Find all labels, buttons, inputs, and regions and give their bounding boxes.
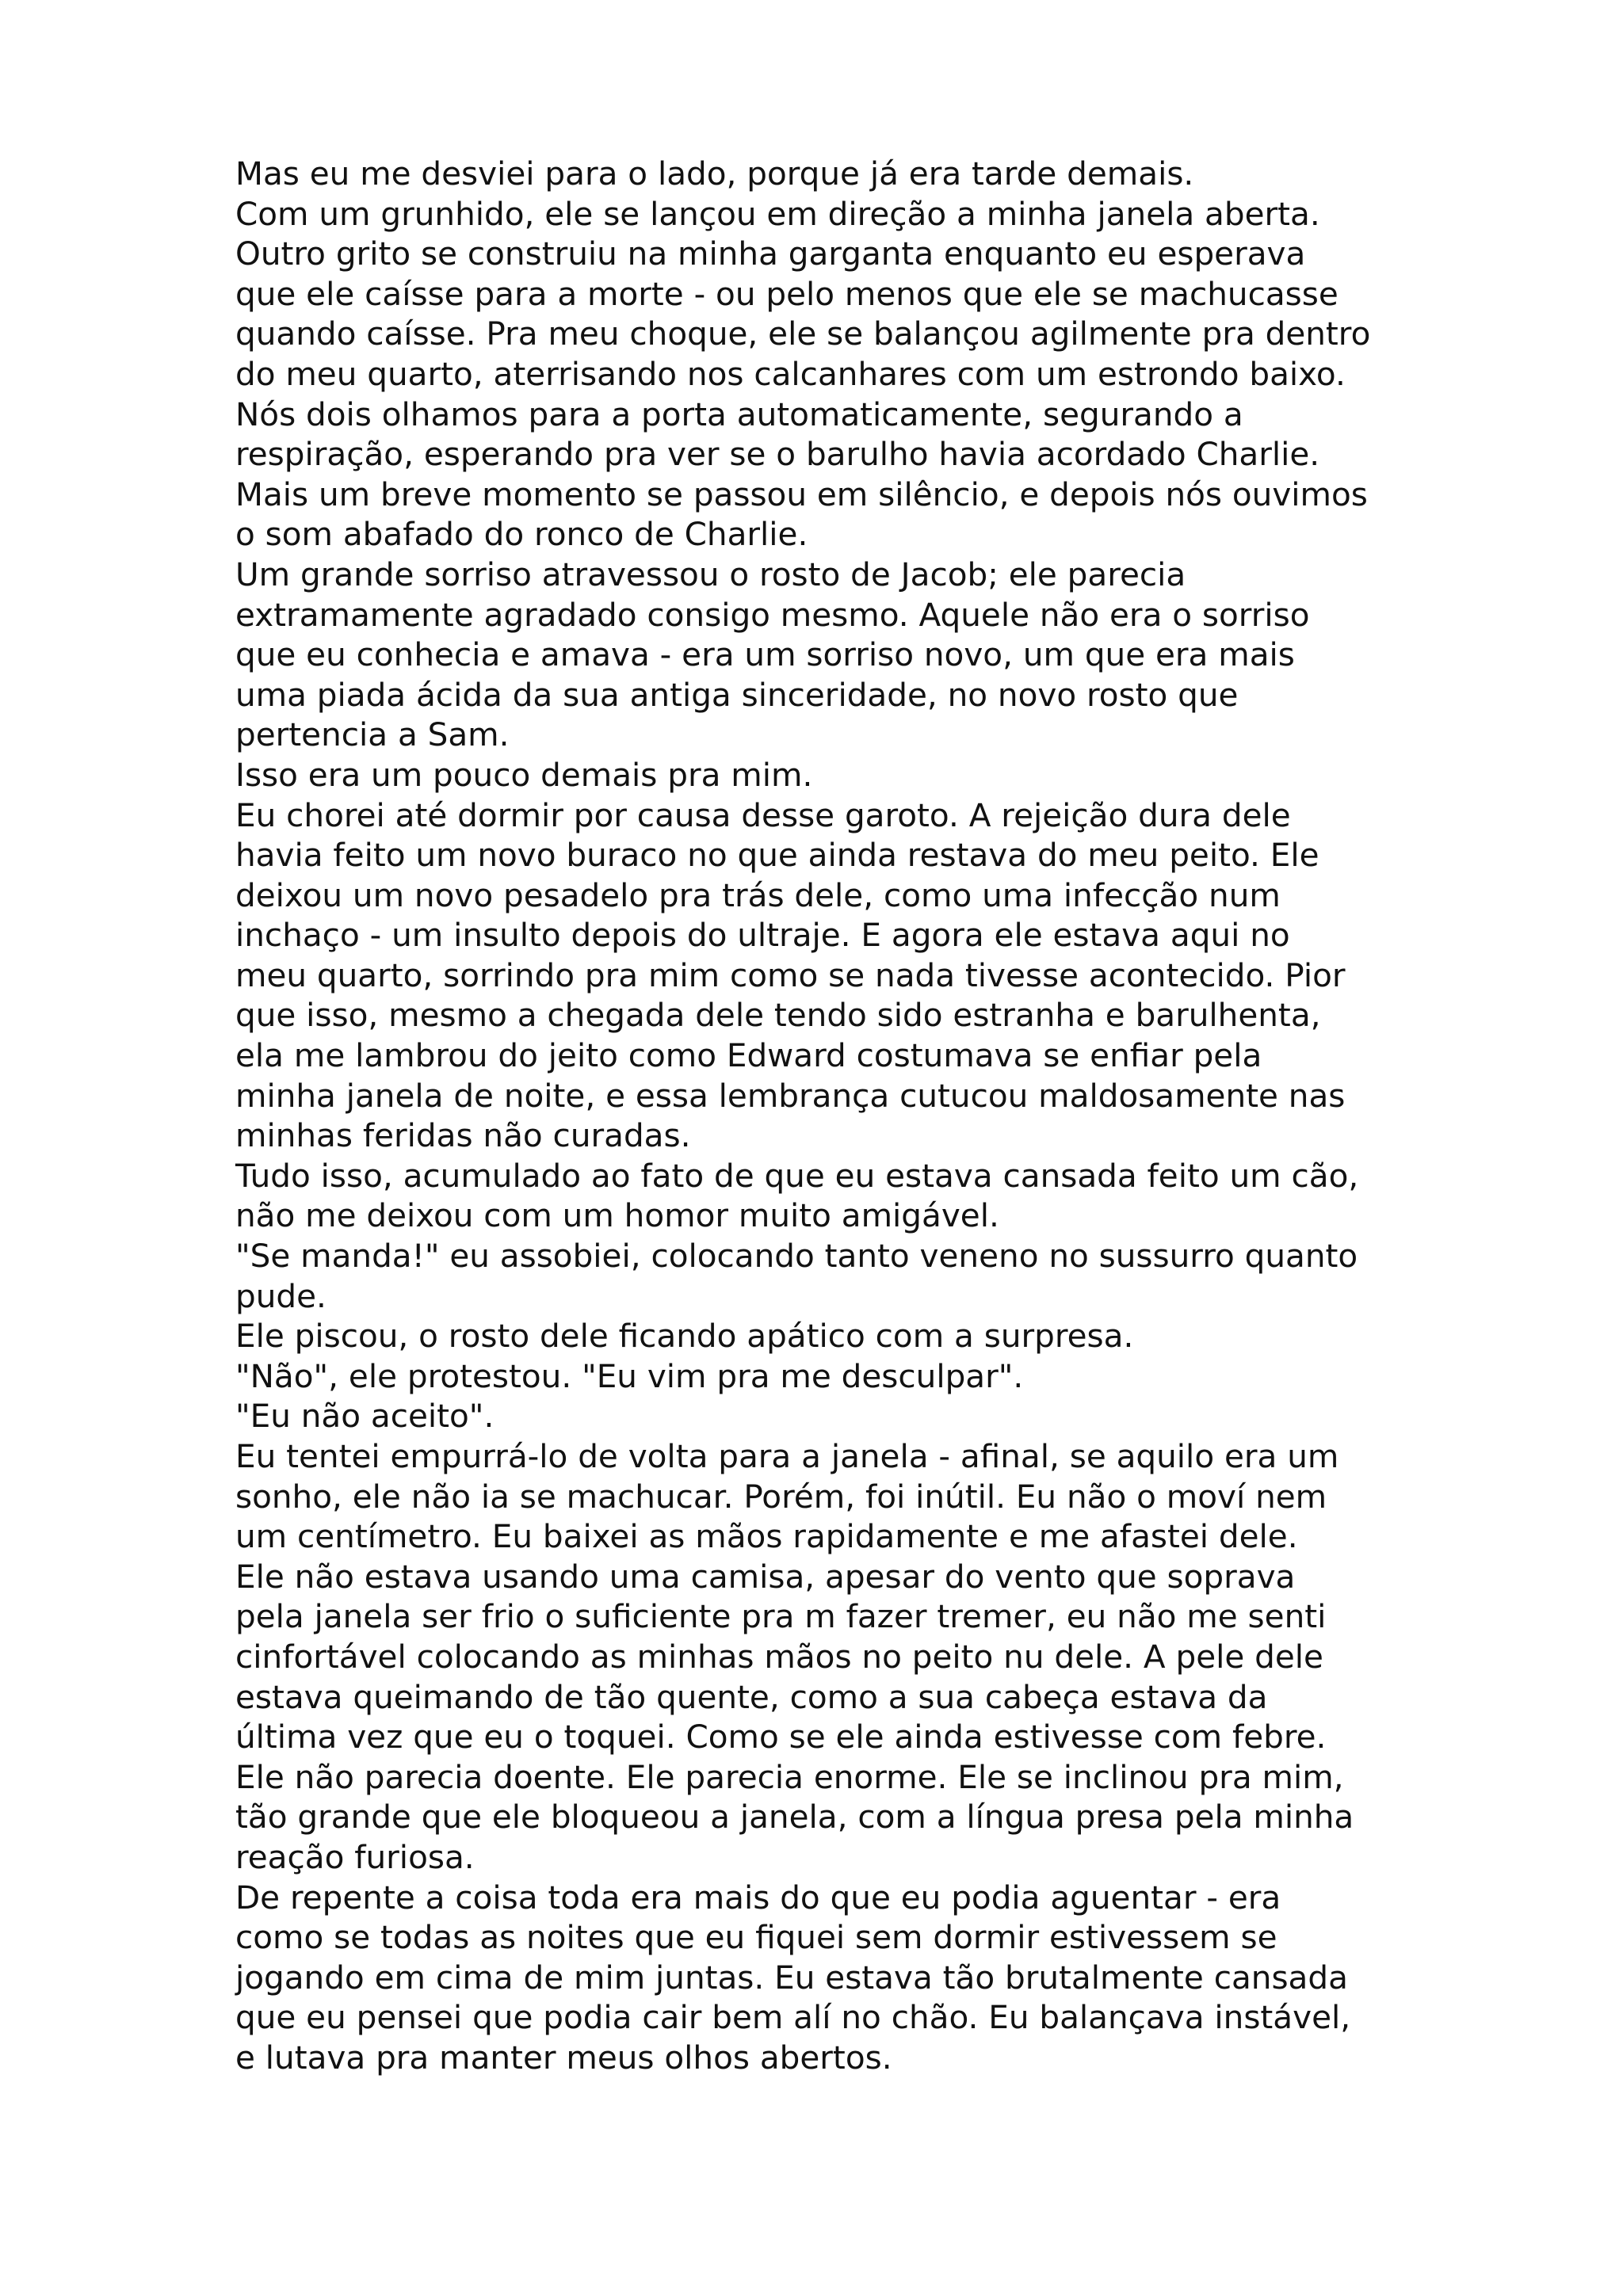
text-line: "Não", ele protestou. "Eu vim pra me desculpar". <box>235 1356 1024 1395</box>
text-line: reação furiosa. <box>235 1837 475 1876</box>
text-line: extramamente agradado consigo mesmo. Aquele não era o sorriso <box>235 595 1310 634</box>
text-line: Outro grito se construiu na minha garganta enquanto eu esperava <box>235 235 1306 273</box>
body-text <box>235 154 1416 2078</box>
text-line: meu quarto, sorrindo pra mim como se nada tivesse acontecido. Pior <box>235 955 1346 994</box>
text-line: ela me lambrou do jeito como Edward costumava se enfiar pela <box>235 1036 1262 1075</box>
text-line: uma piada ácida da sua antiga sinceridade, no novo rosto que <box>235 675 1239 714</box>
text-line: sonho, ele não ia se machucar. Porém, foi inútil. Eu não o moví nem <box>235 1477 1327 1516</box>
text-line: cinfortável colocando as minhas mãos no peito nu dele. A pele dele <box>235 1637 1323 1676</box>
text-line: minha janela de noite, e essa lembrança cutucou maldosamente nas <box>235 1076 1346 1115</box>
text-line: última vez que eu o toquei. Como se ele ainda estivesse com febre. <box>235 1718 1327 1756</box>
text-line: inchaço - um insulto depois do ultraje. E agora ele estava aqui no <box>235 916 1290 955</box>
text-line: estava queimando de tão quente, como a sua cabeça estava da <box>235 1677 1268 1716</box>
text-line: Ele piscou, o rosto dele ficando apático com a surpresa. <box>235 1317 1134 1356</box>
text-line: pela janela ser frio o suficiente pra m fazer tremer, eu não me senti <box>235 1597 1327 1636</box>
text-line: tão grande que ele bloqueou a janela, com a língua presa pela minha <box>235 1798 1354 1836</box>
text-line: quando caísse. Pra meu choque, ele se balançou agilmente pra dentro <box>235 315 1371 353</box>
text-line: havia feito um novo buraco no que ainda restava do meu peito. Ele <box>235 836 1319 875</box>
text-line: que ele caísse para a morte - ou pelo menos que ele se machucasse <box>235 274 1338 313</box>
text-line: respiração, esperando pra ver se o barulho havia acordado Charlie. <box>235 435 1320 474</box>
text-line: pertencia a Sam. <box>235 715 510 754</box>
text-line: pude. <box>235 1276 327 1315</box>
text-line: Ele não estava usando uma camisa, apesar do vento que soprava <box>235 1557 1296 1596</box>
text-line: como se todas as noites que eu fiquei sem dormir estivessem se <box>235 1918 1277 1957</box>
text-line: Mas eu me desviei para o lado, porque já era tarde demais. <box>235 154 1194 193</box>
text-line: "Eu não aceito". <box>235 1397 495 1436</box>
text-line: jogando em cima de mim juntas. Eu estava tão brutalmente cansada <box>235 1958 1348 1997</box>
text-line: Eu tentei empurrá-lo de volta para a janela - afinal, se aquilo era um <box>235 1437 1339 1475</box>
text-line: Eu chorei até dormir por causa desse garoto. A rejeição dura dele <box>235 795 1291 834</box>
text-line: Ele não parecia doente. Ele parecia enorme. Ele se inclinou pra mim, <box>235 1757 1344 1796</box>
text-line: Tudo isso, acumulado ao fato de que eu estava cansada feito um cão, <box>235 1156 1359 1195</box>
text-line: deixou um novo pesadelo pra trás dele, como uma infecção num <box>235 875 1281 914</box>
text-line: o som abafado do ronco de Charlie. <box>235 515 808 554</box>
text-line: que isso, mesmo a chegada dele tendo sido estranha e barulhenta, <box>235 996 1321 1035</box>
text-line: e lutava pra manter meus olhos abertos. <box>235 2038 892 2077</box>
text-line: "Se manda!" eu assobiei, colocando tanto veneno no sussurro quanto <box>235 1237 1358 1276</box>
text-line: Isso era um pouco demais pra mim. <box>235 755 813 794</box>
text-line: Com um grunhido, ele se lançou em direção a minha janela aberta. <box>235 194 1320 233</box>
text-line: De repente a coisa toda era mais do que eu podia aguentar - era <box>235 1878 1281 1917</box>
text-line: não me deixou com um homor muito amigável. <box>235 1196 999 1235</box>
text-line: Nós dois olhamos para a porta automaticamente, segurando a <box>235 395 1243 433</box>
text-line: Um grande sorriso atravessou o rosto de Jacob; ele parecia <box>235 555 1186 593</box>
text-line: Mais um breve momento se passou em silêncio, e depois nós ouvimos <box>235 475 1368 513</box>
text-line: do meu quarto, aterrisando nos calcanhares com um estrondo baixo. <box>235 354 1346 393</box>
text-line: que eu conhecia e amava - era um sorriso novo, um que era mais <box>235 635 1295 674</box>
text-line: que eu pensei que podia cair bem alí no chão. Eu balançava instável, <box>235 1998 1351 2037</box>
text-line: minhas feridas não curadas. <box>235 1116 691 1155</box>
text-line: um centímetro. Eu baixei as mãos rapidamente e me afastei dele. <box>235 1517 1298 1556</box>
